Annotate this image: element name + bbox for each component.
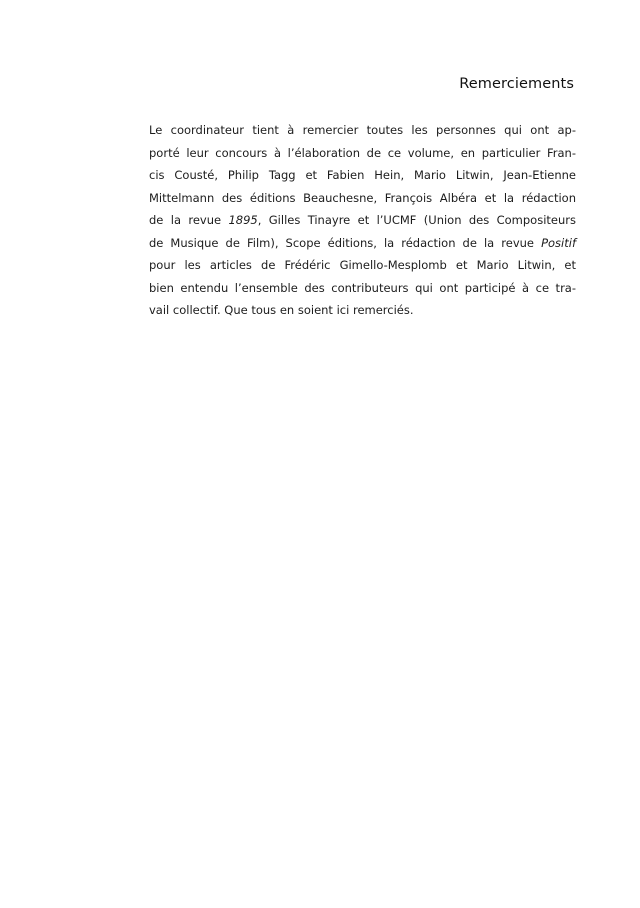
acknowledgements-paragraph (149, 119, 576, 322)
paragraph-line: de la revue 1895, Gilles Tinayre et l’UCMF (Union des Compositeurs (149, 213, 576, 227)
journal-title-1895: 1895 (228, 213, 258, 227)
journal-title-positif: Positif (541, 235, 576, 250)
paragraph-line: vail collectif. Que tous en soient ici remerciés. (149, 303, 414, 317)
paragraph-line: porté leur concours à l’élaboration de ce volume, en particulier Fran- (149, 145, 576, 160)
page-title: Remerciements (459, 76, 574, 92)
paragraph-line: bien entendu l’ensemble des contributeurs qui ont participé à ce tra- (149, 280, 576, 295)
paragraph-line: Mittelmann des éditions Beauchesne, François Albéra et la rédaction (149, 190, 576, 205)
paragraph-line: Le coordinateur tient à remercier toutes les personnes qui ont ap- (149, 123, 576, 137)
paragraph-line: de Musique de Film), Scope éditions, la rédaction de la revue Positif (149, 235, 576, 250)
paragraph-line: pour les articles de Frédéric Gimello-Mesplomb et Mario Litwin, et (149, 258, 576, 272)
paragraph-line: cis Cousté, Philip Tagg et Fabien Hein, Mario Litwin, Jean-Etienne (149, 168, 576, 182)
